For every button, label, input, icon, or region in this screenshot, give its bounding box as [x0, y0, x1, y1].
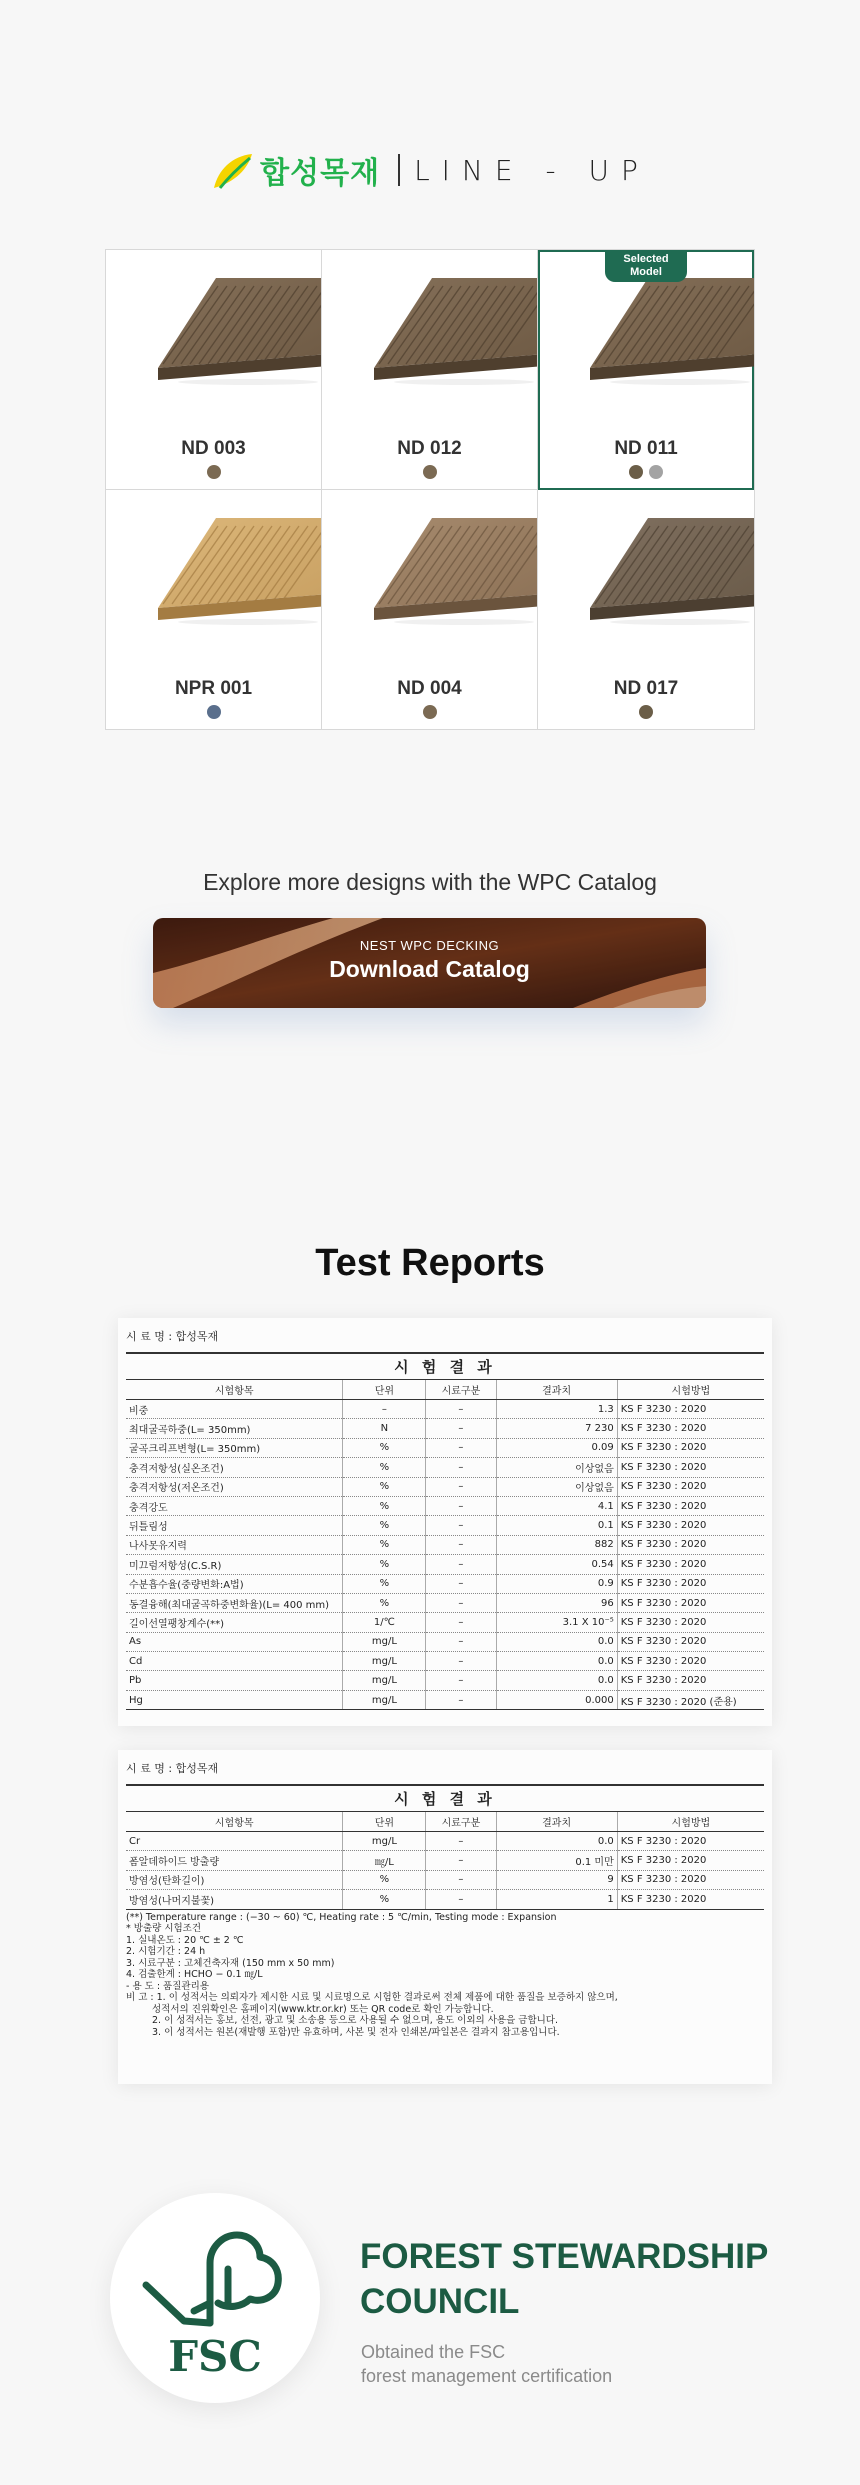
table-cell: 1/℃ [343, 1613, 426, 1632]
product-model-name: ND 017 [613, 677, 679, 699]
results-table [126, 1811, 764, 1910]
table-cell: KS F 3230 : 2020 [617, 1535, 764, 1554]
table-cell: % [343, 1535, 426, 1554]
note-line: 3. 이 성적서는 원본(재발행 포함)만 유효하며, 사본 및 전자 인쇄본/파일본은 결과지 참고용입니다. [152, 2026, 560, 2038]
product-model-name: NPR 001 [174, 677, 253, 699]
header-divider [398, 154, 400, 186]
table-cell: 폼알데하이드 방출량 [126, 1851, 343, 1870]
table-cell: – [426, 1593, 496, 1612]
table-cell: 7 230 [496, 1419, 617, 1438]
test-report-document-2 [118, 1750, 772, 2084]
note-line: - 용 도 : 품질관리용 [126, 1980, 209, 1992]
table-cell: KS F 3230 : 2020 [617, 1555, 764, 1574]
product-card[interactable] [538, 250, 754, 490]
table-cell: KS F 3230 : 2020 [617, 1419, 764, 1438]
table-row [126, 1555, 764, 1574]
table-cell: 이상없음 [496, 1477, 617, 1496]
table-cell: – [426, 1690, 496, 1709]
table-cell: ㎎/L [343, 1851, 426, 1870]
table-cell: KS F 3230 : 2020 [617, 1870, 764, 1889]
table-cell: – [426, 1832, 496, 1851]
table-cell: 9 [496, 1870, 617, 1889]
table-cell: – [426, 1890, 496, 1909]
color-swatch[interactable] [207, 465, 221, 479]
table-cell: – [426, 1516, 496, 1535]
catalog-button-label: Download Catalog [329, 956, 530, 982]
table-cell: % [343, 1593, 426, 1612]
color-swatches [322, 705, 537, 719]
table-cell: 882 [496, 1535, 617, 1554]
table-cell: 1.3 [496, 1400, 617, 1419]
results-table [126, 1379, 764, 1710]
board-image [374, 518, 538, 626]
table-header-cell: 시료구분 [426, 1812, 496, 1832]
table-cell: % [343, 1870, 426, 1889]
table-cell: mg/L [343, 1632, 426, 1651]
note-line: 비 고 : 1. 이 성적서는 의뢰자가 제시한 시료 및 시료명으로 시험한 결과로써 전체 제품에 대한 품질을 보증하지 않으며, [126, 1992, 618, 2004]
table-cell: – [426, 1535, 496, 1554]
table-cell: As [126, 1632, 343, 1651]
color-swatches [538, 705, 754, 719]
table-cell: KS F 3230 : 2020 [617, 1652, 764, 1671]
table-cell: – [426, 1632, 496, 1651]
table-cell: Cd [126, 1652, 343, 1671]
table-cell: – [426, 1400, 496, 1419]
table-row [126, 1671, 764, 1690]
board-image [590, 518, 754, 626]
table-cell: – [426, 1613, 496, 1632]
table-header-cell: 결과치 [496, 1812, 617, 1832]
table-cell: Pb [126, 1671, 343, 1690]
table-cell: KS F 3230 : 2020 [617, 1400, 764, 1419]
fsc-logo-text: FSC [168, 2332, 262, 2381]
brand-name: 합성목재 [260, 156, 381, 191]
color-swatch[interactable] [649, 465, 663, 479]
table-header-cell: 시험항목 [126, 1380, 343, 1400]
table-cell: 3.1 X 10⁻⁵ [496, 1613, 617, 1632]
table-cell: 충격강도 [126, 1496, 343, 1515]
table-cell: 동결융해(최대굴곡하중변화율)(L= 400 mm) [126, 1593, 343, 1612]
table-cell: KS F 3230 : 2020 [617, 1516, 764, 1535]
product-model-name: ND 011 [614, 438, 678, 459]
table-cell: % [343, 1458, 426, 1477]
fsc-title [360, 2234, 780, 2324]
table-cell: mg/L [343, 1671, 426, 1690]
table-cell: 비중 [126, 1400, 343, 1419]
table-cell: Hg [126, 1690, 343, 1709]
table-row [126, 1851, 764, 1870]
table-cell: 충격저항성(저온조건) [126, 1477, 343, 1496]
table-header-cell: 시험항목 [126, 1812, 343, 1832]
fsc-desc-line-1: Obtained the FSC [361, 2342, 506, 2362]
table-cell: KS F 3230 : 2020 [617, 1458, 764, 1477]
note-line: 3. 시료구분 : 고체건축자재 (150 mm x 50 mm) [126, 1957, 335, 1969]
brand-logo [210, 148, 380, 192]
color-swatch[interactable] [629, 465, 643, 479]
table-cell: 방염성(탄화길이) [126, 1870, 343, 1889]
table-header-cell: 시료구분 [426, 1380, 496, 1400]
table-row [126, 1400, 764, 1419]
product-card[interactable] [538, 490, 754, 730]
color-swatches [106, 705, 321, 719]
fsc-description [361, 2340, 612, 2388]
note-line: 4. 검출한계 : HCHO − 0.1 ㎎/L [126, 1969, 263, 1981]
table-cell: 충격저항성(실온조건) [126, 1458, 343, 1477]
table-cell: N [343, 1419, 426, 1438]
table-cell: % [343, 1574, 426, 1593]
table-cell: 0.000 [496, 1690, 617, 1709]
table-cell: % [343, 1555, 426, 1574]
fsc-title-line-1: FOREST STEWARDSHIP [360, 2237, 769, 2276]
table-row [126, 1458, 764, 1477]
table-cell: 0.0 [496, 1632, 617, 1651]
table-cell: % [343, 1438, 426, 1457]
color-swatch[interactable] [639, 705, 653, 719]
lineup-heading: LINE - UP [414, 153, 650, 187]
table-cell: – [343, 1400, 426, 1419]
table-cell: % [343, 1890, 426, 1909]
note-line: 2. 이 성적서는 홍보, 선전, 광고 및 소송용 등으로 사용될 수 없으며, 용도 이외의 사용을 금합니다. [152, 2015, 558, 2027]
table-header-cell: 결과치 [496, 1380, 617, 1400]
color-swatches [538, 465, 754, 479]
lineup-header [0, 148, 860, 192]
table-header-cell: 시험방법 [617, 1812, 764, 1832]
table-cell: – [426, 1652, 496, 1671]
fsc-tree-icon [110, 2193, 320, 2403]
note-line: 2. 시험기간 : 24 h [126, 1946, 206, 1958]
test-report-document-1 [118, 1318, 772, 1726]
table-cell: 4.1 [496, 1496, 617, 1515]
table-row [126, 1593, 764, 1612]
table-cell: 최대굴곡하중(L= 350mm) [126, 1419, 343, 1438]
table-cell: 길이선열팽창계수(**) [126, 1613, 343, 1632]
table-cell: – [426, 1496, 496, 1515]
table-cell: – [426, 1671, 496, 1690]
table-row [126, 1496, 764, 1515]
table-row [126, 1890, 764, 1909]
table-cell: KS F 3230 : 2020 [617, 1832, 764, 1851]
product-card[interactable] [106, 250, 322, 490]
table-cell: – [426, 1574, 496, 1593]
product-card[interactable] [322, 250, 538, 490]
table-header-cell: 단위 [343, 1380, 426, 1400]
table-cell: KS F 3230 : 2020 [617, 1593, 764, 1612]
table-header-cell: 시험방법 [617, 1380, 764, 1400]
table-cell: mg/L [343, 1652, 426, 1671]
table-row [126, 1419, 764, 1438]
table-row [126, 1613, 764, 1632]
table-row [126, 1870, 764, 1889]
table-cell: 0.0 [496, 1652, 617, 1671]
product-grid [105, 249, 755, 730]
board-image [158, 278, 322, 386]
table-cell: 굴곡크리프변형(L= 350mm) [126, 1438, 343, 1457]
product-card[interactable] [106, 490, 322, 730]
table-cell: 0.1 미만 [496, 1851, 617, 1870]
note-line: (**) Temperature range : (−30 ~ 60) ℃, Heating rate : 5 ℃/min, Testing mode : Expansion [126, 1911, 557, 1923]
table-cell: 96 [496, 1593, 617, 1612]
table-cell: 이상없음 [496, 1458, 617, 1477]
table-cell: 0.09 [496, 1438, 617, 1457]
table-cell: 뒤틀림성 [126, 1516, 343, 1535]
table-cell: KS F 3230 : 2020 [617, 1890, 764, 1909]
table-cell: 1 [496, 1890, 617, 1909]
note-line: 성적서의 진위확인은 홈페이지(www.ktr.or.kr) 또는 QR code로 확인 가능합니다. [152, 2003, 494, 2015]
board-image [158, 518, 322, 626]
table-cell: – [426, 1477, 496, 1496]
catalog-button-subtitle: NEST WPC DECKING [359, 938, 500, 953]
table-row [126, 1535, 764, 1554]
product-model-name: ND 003 [181, 438, 246, 459]
table-row [126, 1690, 764, 1709]
test-reports-title: Test Reports [315, 1242, 545, 1284]
results-table-title: 시 험 결 과 [126, 1784, 764, 1811]
table-cell: – [426, 1438, 496, 1457]
selected-model-badge: Selected Model [605, 250, 687, 282]
table-header-cell: 단위 [343, 1812, 426, 1832]
color-swatch[interactable] [423, 465, 437, 479]
product-card[interactable] [322, 490, 538, 730]
table-cell: KS F 3230 : 2020 [617, 1632, 764, 1651]
color-swatch[interactable] [423, 705, 437, 719]
sample-name: 시 료 명 : 합성목재 [126, 1330, 219, 1343]
table-cell: KS F 3230 : 2020 [617, 1496, 764, 1515]
fsc-desc-line-2: forest management certification [361, 2366, 613, 2386]
table-row [126, 1438, 764, 1457]
catalog-explore-text: Explore more designs with the WPC Catalog [203, 869, 657, 895]
product-model-name: ND 004 [397, 677, 462, 699]
table-cell: % [343, 1516, 426, 1535]
table-cell: mg/L [343, 1690, 426, 1709]
note-line: * 방출량 시험조건 [126, 1923, 202, 1935]
board-image [374, 278, 538, 386]
table-row [126, 1652, 764, 1671]
table-cell: 0.1 [496, 1516, 617, 1535]
table-cell: – [426, 1419, 496, 1438]
leaf-icon [210, 148, 256, 192]
report-notes [126, 1912, 764, 2039]
table-cell: mg/L [343, 1832, 426, 1851]
table-cell: 미끄럼저항성(C.S.R) [126, 1555, 343, 1574]
table-row [126, 1516, 764, 1535]
table-cell: 0.0 [496, 1671, 617, 1690]
table-row [126, 1477, 764, 1496]
color-swatches [106, 465, 321, 479]
table-cell: 방염성(나머지불꽃) [126, 1890, 343, 1909]
table-cell: % [343, 1496, 426, 1515]
table-cell: 0.54 [496, 1555, 617, 1574]
note-line: 1. 실내온도 : 20 ℃ ± 2 ℃ [126, 1934, 244, 1946]
table-cell: 나사못유지력 [126, 1535, 343, 1554]
download-catalog-button[interactable] [153, 918, 706, 1008]
table-cell: KS F 3230 : 2020 [617, 1438, 764, 1457]
table-cell: KS F 3230 : 2020 [617, 1851, 764, 1870]
table-cell: % [343, 1477, 426, 1496]
table-cell: 수분흡수율(중량변화:A법) [126, 1574, 343, 1593]
board-image [590, 278, 754, 386]
table-cell: KS F 3230 : 2020 [617, 1671, 764, 1690]
color-swatch[interactable] [207, 705, 221, 719]
table-cell: KS F 3230 : 2020 [617, 1477, 764, 1496]
sample-name: 시 료 명 : 합성목재 [126, 1762, 219, 1775]
table-row [126, 1574, 764, 1593]
table-cell: 0.9 [496, 1574, 617, 1593]
table-cell: KS F 3230 : 2020 [617, 1574, 764, 1593]
table-cell: – [426, 1458, 496, 1477]
fsc-logo [110, 2193, 320, 2403]
table-cell: – [426, 1555, 496, 1574]
color-swatches [322, 465, 537, 479]
table-cell: Cr [126, 1832, 343, 1851]
table-cell: – [426, 1870, 496, 1889]
fsc-title-line-2: COUNCIL [360, 2282, 520, 2321]
table-cell: – [426, 1851, 496, 1870]
product-model-name: ND 012 [397, 438, 462, 459]
table-cell: KS F 3230 : 2020 [617, 1613, 764, 1632]
table-cell: 0.0 [496, 1832, 617, 1851]
results-table-title: 시 험 결 과 [126, 1352, 764, 1379]
table-row [126, 1832, 764, 1851]
table-cell: KS F 3230 : 2020 (준용) [617, 1690, 764, 1709]
table-row [126, 1632, 764, 1651]
